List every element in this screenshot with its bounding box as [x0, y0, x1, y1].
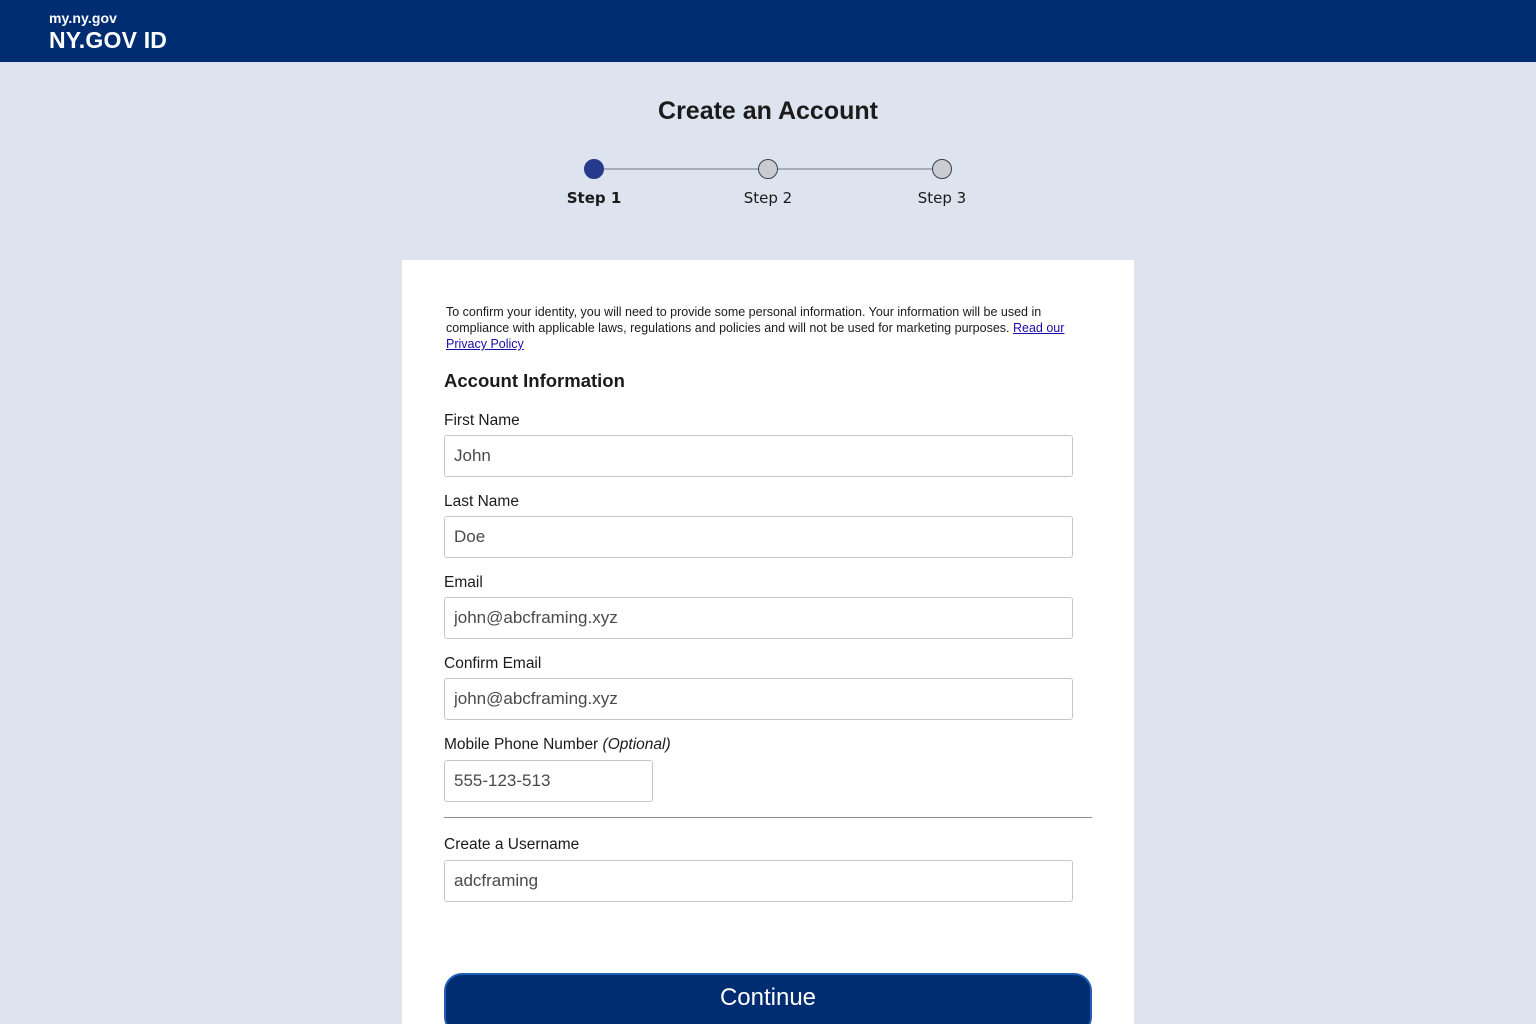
account-form-card	[402, 260, 1134, 1024]
site-title-logo[interactable]: NY.GOV ID	[49, 27, 168, 53]
mobile-phone-label-text: Mobile Phone Number	[444, 736, 599, 753]
first-name-input[interactable]	[444, 435, 1073, 477]
step-3-dot	[932, 159, 952, 179]
email-label: Email	[444, 574, 483, 591]
step-3-label: Step 3	[917, 189, 967, 207]
continue-button[interactable]: Continue	[444, 973, 1092, 1024]
username-label: Create a Username	[444, 836, 580, 853]
identity-notice-text: To confirm your identity, you will need to provide some personal information. Your information will be used in compliance with applicable laws, regulations and policies and will not be used for marketing purposes.	[446, 305, 1042, 335]
site-small-brand[interactable]: my.ny.gov	[49, 10, 118, 26]
optional-tag: (Optional)	[602, 736, 671, 753]
step-1-label: Step 1	[566, 189, 622, 207]
step-2-dot	[758, 159, 778, 179]
stepper-connector-2	[778, 168, 932, 170]
mobile-phone-label	[444, 736, 671, 754]
progress-stepper	[0, 158, 1536, 218]
page-title: Create an Account	[658, 97, 878, 125]
last-name-input[interactable]	[444, 516, 1073, 558]
mobile-phone-input[interactable]	[444, 760, 653, 802]
section-title: Account Information	[444, 370, 625, 391]
step-1-dot	[584, 159, 604, 179]
privacy-policy-link[interactable]: Read our Privacy Policy	[446, 321, 1065, 351]
email-input[interactable]	[444, 597, 1073, 639]
confirm-email-label: Confirm Email	[444, 655, 542, 672]
site-header	[0, 0, 1536, 62]
confirm-email-input[interactable]	[444, 678, 1073, 720]
first-name-label: First Name	[444, 412, 520, 429]
step-2-label: Step 2	[743, 189, 793, 207]
stepper-connector-1	[604, 168, 758, 170]
last-name-label: Last Name	[444, 493, 519, 510]
username-input[interactable]	[444, 860, 1073, 902]
form-divider	[444, 817, 1092, 818]
identity-notice	[446, 304, 1096, 352]
